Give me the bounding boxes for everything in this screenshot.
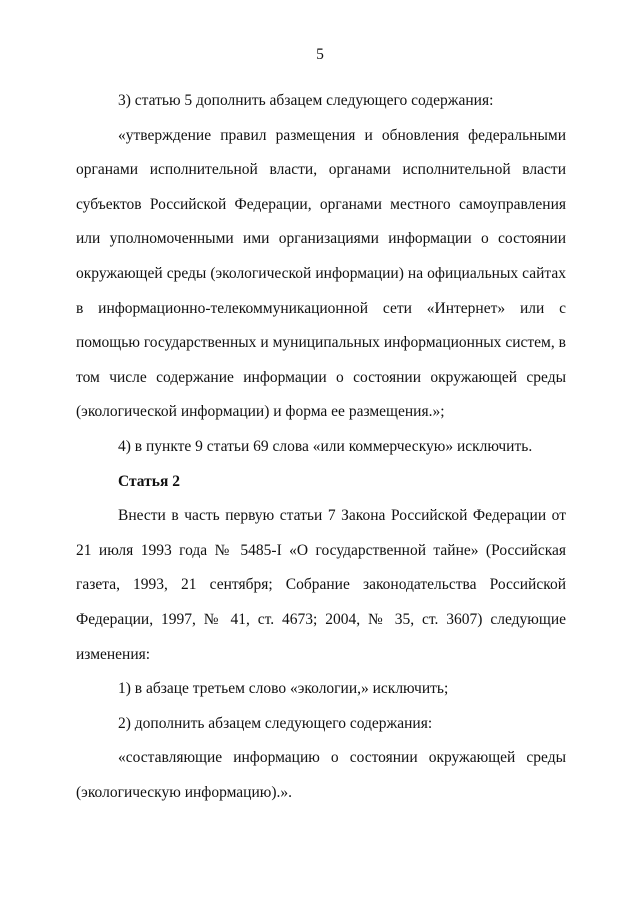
- article-heading: Статья 2: [118, 472, 180, 490]
- paragraph-item-4: 4) в пункте 9 статьи 69 слова «или коммерческую» исключить.: [118, 437, 533, 455]
- page-number: 5: [316, 46, 324, 63]
- paragraph-change-2: 2) дополнить абзацем следующего содержания:: [118, 714, 433, 732]
- document-body: [76, 84, 566, 810]
- paragraph-change-1: 1) в абзаце третьем слово «экологии,» исключить;: [118, 680, 449, 698]
- paragraph-article-2-intro: Внести в часть первую статьи 7 Закона Российской Федерации от 21 июля 1993 года № 5485-I «О государственной тайне» (Российская газета, 1993, 21 сентября; Собрание законодательства Российской Федерации, 1997, № 41, ст. 4673; 2004, № 35, ст. 3607) следующие изменения:: [76, 507, 566, 663]
- paragraph-quoted-addition: «составляющие информацию о состоянии окружающей среды (экологическую информацию).».: [76, 749, 566, 801]
- paragraph-item-3: 3) статью 5 дополнить абзацем следующего содержания:: [118, 92, 494, 109]
- paragraph-quoted-amendment: «утверждение правил размещения и обновления федеральными органами исполнительной власти, органами исполнительной власти субъектов Российской Федерации, органами местного самоуправления или уполномоченными ими организациями информации о состоянии окружающей среды (экологической информации) на официальных сайтах в информационно-телекоммуникационной сети «Интернет» или с помощью государственных и муниципальных информационных систем, в том числе содержание информации о состоянии окружающей среды (экологической информации) и форма ее размещения.»;: [76, 126, 566, 421]
